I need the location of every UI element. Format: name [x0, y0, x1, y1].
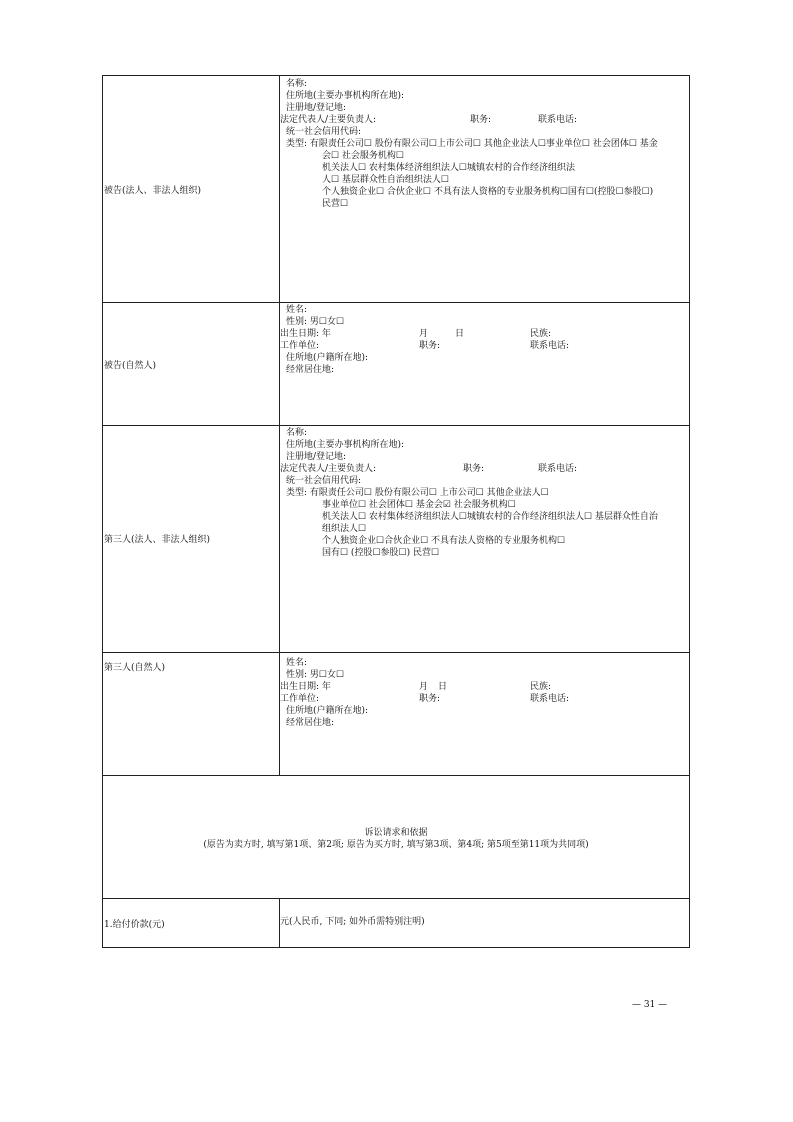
defendant-person-label: 被告(自然人) — [104, 361, 157, 371]
defendant-org-label-cell — [103, 76, 280, 302]
address-field: 住所地(主要办事机构所在地): — [286, 91, 405, 101]
claims-cell — [103, 776, 689, 898]
credit-code-field: 统一社会信用代码: — [286, 127, 362, 137]
type-line: 机关法人☐ 农村集体经济组织法人☐城镇农村的合作经济组织法 — [322, 163, 575, 173]
claims-note: (原告为卖方时, 填写第1项、第2项; 原告为买方时, 填写第3项、第4项; 第5项至第11项为共同项) — [203, 840, 589, 850]
phone-field: 联系电话: — [538, 464, 578, 474]
type-line: 类型: 有限责任公司☐ 股份有限公司☐ 上市公司☐ 其他企业法人☐ — [286, 488, 549, 498]
payment-content — [280, 899, 689, 947]
type-line: 事业单位☐ 社会团体☐ 基金会☑ 社会服务机构☐ — [322, 500, 516, 510]
position-field: 职务: — [419, 694, 441, 704]
address-field: 住所地(主要办事机构所在地): — [286, 440, 405, 450]
phone-field: 联系电话: — [538, 115, 578, 125]
name-field: 名称: — [286, 79, 308, 89]
form-table — [102, 75, 690, 948]
claims-title: 诉讼请求和依据 — [364, 828, 428, 838]
position-field: 职务: — [470, 115, 492, 125]
defendant-person-row — [103, 303, 689, 426]
position-field: 职务: — [463, 464, 485, 474]
claims-row — [103, 776, 689, 899]
third-org-row — [103, 426, 689, 653]
type-line: 类型: 有限责任公司☐ 股份有限公司☐上市公司☐ 其他企业法人☐事业单位☐ 社会团体☐ 基金 — [286, 139, 658, 149]
domicile-field: 住所地(户籍所在地): — [286, 353, 369, 363]
registered-field: 注册地/登记地: — [286, 452, 347, 462]
payment-label: 1.给付价款(元) — [104, 920, 165, 930]
third-person-label: 第三人(自然人) — [104, 663, 166, 673]
third-person-row — [103, 653, 689, 776]
day-field: 日 — [455, 329, 465, 339]
month-field: 月 — [419, 329, 429, 339]
phone-field: 联系电话: — [530, 694, 570, 704]
third-org-label: 第三人(法人、非法人组织) — [104, 535, 211, 545]
defendant-org-label: 被告(法人、非法人组织) — [104, 186, 202, 196]
gender-field: 性别: 男☐女☐ — [286, 317, 345, 327]
name-field: 名称: — [286, 428, 308, 438]
payment-row — [103, 899, 689, 947]
residence-field: 经常居住地: — [286, 365, 335, 375]
third-person-label-cell — [103, 653, 280, 775]
payment-amount-field: 元(人民币, 下同; 如外币需特别注明) — [280, 917, 425, 927]
defendant-person-label-cell — [103, 303, 280, 425]
name-field: 姓名: — [286, 305, 308, 315]
defendant-org-row — [103, 76, 689, 303]
work-unit-field: 工作单位: — [280, 341, 320, 351]
type-line: 民营☐ — [322, 199, 349, 209]
gender-field: 性别: 男☐女☐ — [286, 670, 345, 680]
type-line: 个人独资企业☐ 合伙企业☐ 不具有法人资格的专业服务机构☐国有☐(控股☐参股☐) — [322, 187, 654, 197]
payment-label-cell — [103, 899, 280, 947]
type-line: 个人独资企业☐合伙企业☐ 不具有法人资格的专业服务机构☐ — [322, 536, 566, 546]
month-field: 月 — [419, 682, 429, 692]
type-line: 人☐ 基层群众性自治组织法人☐ — [322, 175, 449, 185]
work-unit-field: 工作单位: — [280, 694, 320, 704]
defendant-person-content — [280, 303, 689, 425]
type-line: 组织法人☐ — [322, 524, 367, 534]
ethnicity-field: 民族: — [530, 329, 552, 339]
birth-field: 出生日期: 年 — [280, 329, 331, 339]
third-org-label-cell — [103, 426, 280, 652]
third-org-content — [280, 426, 689, 652]
day-field: 日 — [438, 682, 448, 692]
birth-field: 出生日期: 年 — [280, 682, 331, 692]
defendant-org-content — [280, 76, 689, 302]
registered-field: 注册地/登记地: — [286, 103, 347, 113]
name-field: 姓名: — [286, 658, 308, 668]
third-person-content — [280, 653, 689, 775]
residence-field: 经常居住地: — [286, 718, 335, 728]
type-line: 机关法人☐ 农村集体经济组织法人☐城镇农村的合作经济组织法人☐ 基层群众性自治 — [322, 512, 658, 522]
credit-code-field: 统一社会信用代码: — [286, 476, 362, 486]
phone-field: 联系电话: — [530, 341, 570, 351]
domicile-field: 住所地(户籍所在地): — [286, 706, 369, 716]
ethnicity-field: 民族: — [530, 682, 552, 692]
rep-field: 法定代表人/主要负责人: — [280, 464, 377, 474]
page-number: — 31 — — [632, 1000, 668, 1010]
type-line: 会☐ 社会服务机构☐ — [322, 151, 404, 161]
position-field: 职务: — [419, 341, 441, 351]
rep-field: 法定代表人/主要负责人: — [280, 115, 377, 125]
type-line: 国有☐ (控股☐参股☐) 民营☐ — [322, 548, 440, 558]
